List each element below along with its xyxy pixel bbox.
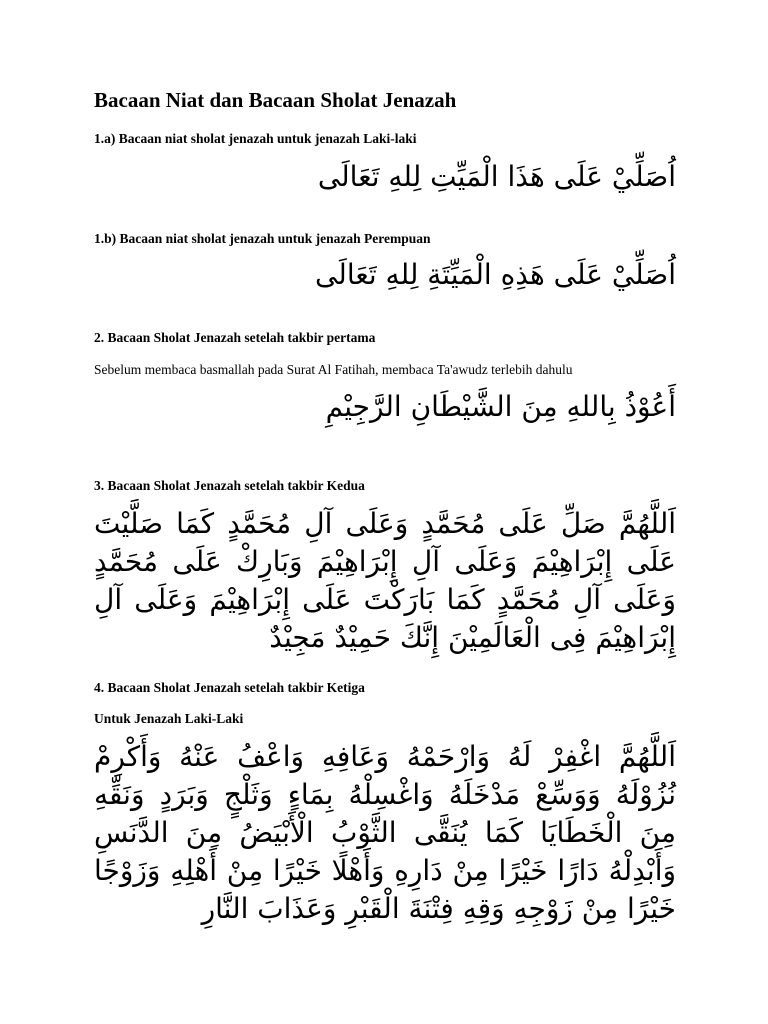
note-taawudz: Sebelum membaca basmallah pada Surat Al Fatihah, membaca Ta'awudz terlebih dahulu [94, 362, 573, 377]
heading-takbir-kedua: 3. Bacaan Sholat Jenazah setelah takbir Kedua [94, 478, 365, 493]
arabic-niat-perempuan: اُصَلِّيْ عَلَى هَذِهِ الْمَيِّتَةِ لِلهِ تَعَالَى [314, 258, 676, 291]
arabic-doa-jenazah: اَللَّهُمَّ اغْفِرْ لَهُ وَارْحَمْهُ وَعَافِهِ وَاعْفُ عَنْهُ وَأَكْرِمْ نُزُوْلَهُ وَوَسِّعْ مَدْخَلَهُ وَاغْسِلْهُ بِمَاءٍ وَثَلْجٍ وَبَرَدٍ وَنَقِّهِ مِنَ الْخَطَايَا كَمَا يُنَقَّى الثَّوْبُ الْأَبْيَضُ مِنَ الدَّنَسِ وَأَبْدِلْهُ دَارًا خَيْرًا مِنْ دَارِهِ وَأَهْلًا خَيْرًا مِنْ أَهْلِهِ وَزَوْجًا خَيْرًا مِنْ زَوْجِهِ وَقِهِ فِتْنَةَ الْقَبْرِ وَعَذَابَ النَّارِ [94, 740, 676, 925]
arabic-taawudz: أَعُوْذُ بِاللهِ مِنَ الشَّيْطَانِ الرَّجِيْمِ [325, 390, 676, 423]
heading-takbir-ketiga: 4. Bacaan Sholat Jenazah setelah takbir Ketiga [94, 680, 365, 695]
heading-takbir-pertama: 2. Bacaan Sholat Jenazah setelah takbir pertama [94, 330, 376, 345]
subheading-jenazah-laki-laki: Untuk Jenazah Laki-Laki [94, 711, 244, 726]
arabic-shalawat: اَللَّهُمَّ صَلِّ عَلَى مُحَمَّدٍ وَعَلَى آلِ مُحَمَّدٍ كَمَا صَلَّيْتَ عَلَى إِبْرَاهِيْمَ وَعَلَى آلِ إِبْرَاهِيْمَ وَبَارِكْ عَلَى مُحَمَّدٍ وَعَلَى آلِ مُحَمَّدٍ كَمَا بَارَكْتَ عَلَى إِبْرَاهِيْمَ وَعَلَى آلِ إِبْرَاهِيْمَ فِى الْعَالَمِيْنَ إِنَّكَ حَمِيْدٌ مَجِيْدٌ [94, 507, 676, 654]
heading-niat-laki-laki: 1.a) Bacaan niat sholat jenazah untuk jenazah Laki-laki [94, 131, 417, 146]
page-title: Bacaan Niat dan Bacaan Sholat Jenazah [94, 88, 457, 112]
heading-niat-perempuan: 1.b) Bacaan niat sholat jenazah untuk jenazah Perempuan [94, 231, 431, 246]
arabic-niat-laki-laki: اُصَلِّيْ عَلَى هَذَا الْمَيِّتِ لِلهِ تَعَالَى [317, 160, 676, 193]
